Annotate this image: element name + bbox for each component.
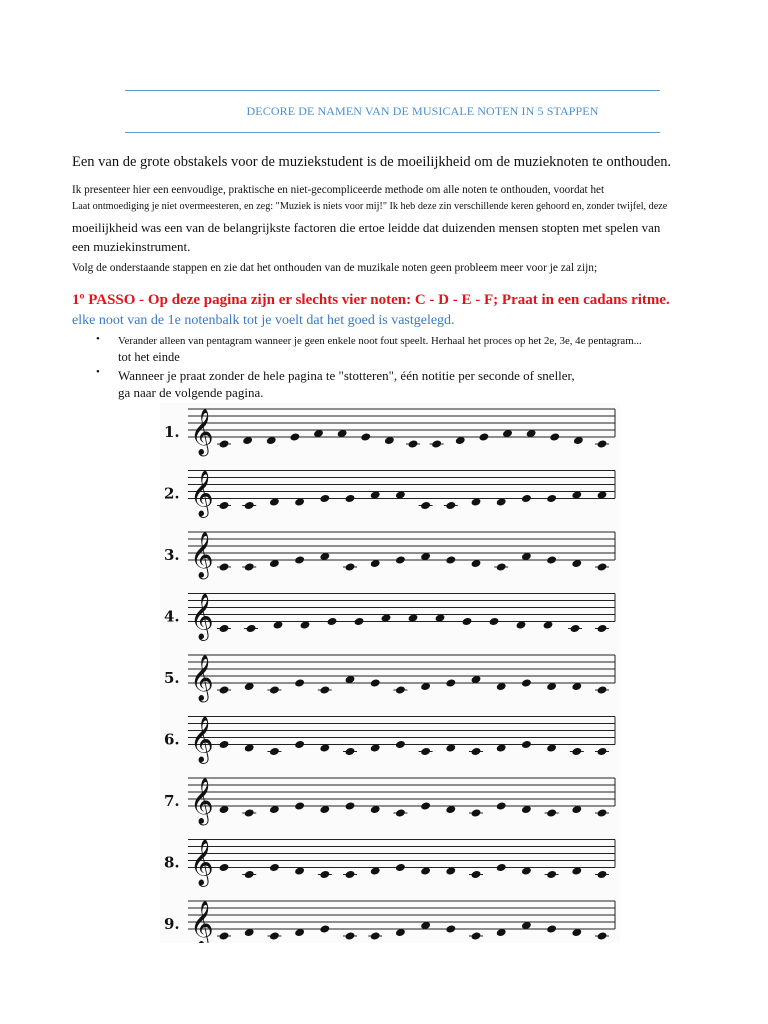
note-head bbox=[521, 740, 532, 749]
note-head bbox=[246, 624, 257, 633]
staff-number: 6. bbox=[164, 730, 180, 749]
bullet-symbol: • bbox=[96, 366, 100, 378]
bullet-1-line-1: Verander alleen van pentagram wanneer je geen enkele noot fout speelt. Herhaal het proces op het 2e, 3e, 4e pentagram... bbox=[118, 335, 642, 347]
note-head bbox=[219, 501, 230, 510]
note-head bbox=[420, 747, 431, 756]
note-head bbox=[219, 685, 230, 694]
note-head bbox=[395, 685, 406, 694]
staff-number: 7. bbox=[164, 792, 180, 810]
note-head bbox=[269, 931, 280, 940]
note-head bbox=[360, 432, 371, 441]
note-head bbox=[597, 439, 608, 448]
note-head bbox=[521, 494, 532, 503]
note-head bbox=[597, 747, 608, 756]
staff-number: 5. bbox=[164, 669, 180, 687]
note-head bbox=[471, 808, 482, 817]
note-head bbox=[597, 808, 608, 817]
sheet-music bbox=[160, 403, 620, 943]
note-head bbox=[395, 740, 406, 749]
intro-text: Een van de grote obstakels voor de muziekstudent is de moeilijkheid om de muzieknoten te onthouden. bbox=[72, 154, 672, 170]
bullet-1-line-2: tot het einde bbox=[118, 350, 180, 364]
treble-clef-icon: 𝄞 bbox=[190, 901, 214, 943]
bottom-rule bbox=[125, 132, 660, 133]
note-head bbox=[546, 870, 557, 879]
note-head bbox=[219, 624, 230, 633]
note-head bbox=[269, 747, 280, 756]
note-head bbox=[571, 747, 582, 756]
note-head bbox=[445, 678, 456, 687]
note-head bbox=[462, 617, 473, 626]
paragraph-line-2: Laat ontmoediging je niet overmeesteren, en zeg: "Muziek is niets voor mij!" Ik heb deze zin verschillende keren gehoord en, zonder twijfel, deze bbox=[72, 201, 668, 212]
note-head bbox=[219, 863, 230, 872]
note-head bbox=[445, 924, 456, 933]
note-head bbox=[219, 931, 230, 940]
note-head bbox=[244, 562, 255, 571]
note-head bbox=[294, 555, 305, 564]
staff-number: 2. bbox=[164, 484, 180, 503]
note-head bbox=[549, 432, 560, 441]
note-head bbox=[471, 931, 482, 940]
note-head bbox=[420, 801, 431, 810]
note-head bbox=[395, 863, 406, 872]
note-head bbox=[408, 439, 419, 448]
note-head bbox=[546, 555, 557, 564]
note-head bbox=[395, 808, 406, 817]
note-head bbox=[319, 924, 330, 933]
note-head bbox=[345, 747, 356, 756]
note-head bbox=[471, 747, 482, 756]
note-head bbox=[327, 617, 338, 626]
treble-clef-icon: 𝄞 bbox=[190, 778, 214, 824]
note-head bbox=[269, 685, 280, 694]
treble-clef-icon: 𝄞 bbox=[190, 716, 214, 763]
staff-number: 3. bbox=[164, 546, 180, 564]
note-head bbox=[471, 870, 482, 879]
note-head bbox=[445, 555, 456, 564]
note-head bbox=[496, 562, 507, 571]
note-head bbox=[496, 801, 507, 810]
treble-clef-icon: 𝄞 bbox=[190, 839, 214, 886]
note-head bbox=[219, 439, 230, 448]
staff-number: 8. bbox=[164, 853, 180, 872]
note-head bbox=[521, 678, 532, 687]
bullet-2-line-1: Wanneer je praat zonder de hele pagina te "stotteren", één notitie per seconde of sneller, bbox=[118, 368, 575, 383]
note-head bbox=[294, 801, 305, 810]
paragraph-line-3: moeilijkheid was een van de belangrijkste factoren die ertoe leidde dat duizenden mensen stopten met spelen van een muziekinstrument. bbox=[72, 220, 661, 254]
bullet-symbol: • bbox=[96, 333, 100, 345]
note-head bbox=[597, 685, 608, 694]
paragraph-line-1: Ik presenteer hier een eenvoudige, praktische en niet-gecompliceerde methode om alle noten te onthouden, voordat het bbox=[72, 184, 605, 196]
staff-number: 9. bbox=[164, 915, 180, 933]
treble-clef-icon: 𝄞 bbox=[190, 593, 214, 640]
note-head bbox=[219, 562, 230, 571]
note-head bbox=[395, 555, 406, 564]
note-head bbox=[370, 678, 381, 687]
note-head bbox=[244, 501, 255, 510]
note-head bbox=[345, 494, 356, 503]
note-head bbox=[597, 562, 608, 571]
note-head bbox=[597, 870, 608, 879]
note-head bbox=[546, 494, 557, 503]
note-head bbox=[354, 617, 365, 626]
staff-number: 4. bbox=[164, 607, 180, 626]
note-head bbox=[289, 432, 300, 441]
note-head bbox=[319, 870, 330, 879]
note-head bbox=[345, 870, 356, 879]
note-head bbox=[445, 501, 456, 510]
treble-clef-icon: 𝄞 bbox=[190, 655, 214, 701]
staff-sheet bbox=[160, 403, 620, 943]
note-head bbox=[370, 931, 381, 940]
note-head bbox=[496, 863, 507, 872]
note-head bbox=[345, 801, 356, 810]
note-head bbox=[478, 432, 489, 441]
note-head bbox=[319, 685, 330, 694]
step-title: 1º PASSO - Op deze pagina zijn er slechts vier noten: C - D - E - F; Praat in een cadans ritme. bbox=[72, 292, 670, 308]
document-title: DECORE DE NAMEN VAN DE MUSICALE NOTEN IN 5 STAPPEN bbox=[246, 104, 599, 118]
note-head bbox=[420, 501, 431, 510]
note-head bbox=[431, 439, 442, 448]
note-head bbox=[546, 924, 557, 933]
note-head bbox=[345, 562, 356, 571]
note-head bbox=[219, 740, 230, 749]
note-head bbox=[319, 494, 330, 503]
note-head bbox=[244, 870, 255, 879]
note-head bbox=[597, 624, 608, 633]
note-head bbox=[244, 808, 255, 817]
note-head bbox=[597, 931, 608, 940]
paragraph-2: Volg de onderstaande stappen en zie dat het onthouden van de muzikale noten geen probleem meer voor je zal zijn; bbox=[72, 262, 598, 274]
bullet-2-line-2: ga naar de volgende pagina. bbox=[118, 385, 264, 400]
step-subtitle: elke noot van de 1e notenbalk tot je voelt dat het goed is vastgelegd. bbox=[72, 313, 455, 328]
note-head bbox=[570, 624, 581, 633]
note-head bbox=[294, 678, 305, 687]
note-head bbox=[546, 808, 557, 817]
note-head bbox=[489, 617, 500, 626]
treble-clef-icon: 𝄞 bbox=[190, 409, 214, 455]
note-head bbox=[294, 740, 305, 749]
treble-clef-icon: 𝄞 bbox=[190, 470, 214, 517]
note-head bbox=[269, 863, 280, 872]
note-head bbox=[345, 931, 356, 940]
staff-number: 1. bbox=[164, 423, 180, 441]
treble-clef-icon: 𝄞 bbox=[190, 532, 214, 578]
top-rule bbox=[125, 90, 660, 91]
